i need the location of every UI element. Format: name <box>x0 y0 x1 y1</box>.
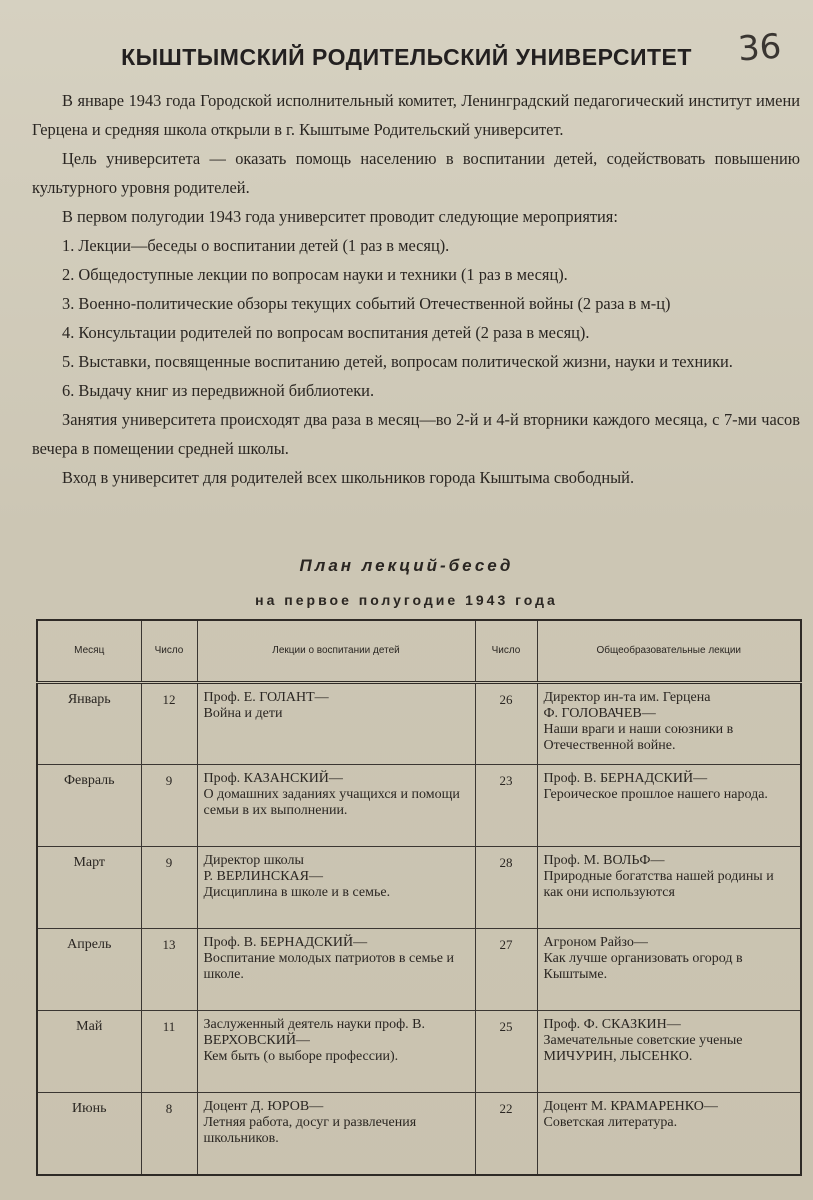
table-row <box>37 765 801 847</box>
lecture-cell: Проф. Е. ГОЛАНТ— Война и дети <box>197 683 475 765</box>
column-header-month: Месяц <box>37 620 141 683</box>
month-cell: Май <box>37 1011 141 1093</box>
list-item: 6. Выдачу книг из передвижной библиотеки. <box>62 381 375 400</box>
document-title: КЫШТЫМСКИЙ РОДИТЕЛЬСКИЙ УНИВЕРСИТЕТ <box>121 44 692 70</box>
table-header-row <box>37 620 801 683</box>
lecture-cell: Проф. Ф. СКАЗКИН— Замечательные советские ученые МИЧУРИН, ЛЫСЕНКО. <box>537 1011 801 1093</box>
lecture-cell: Заслуженный деятель науки проф. В. ВЕРХОВСКИЙ— Кем быть (о выборе профессии). <box>197 1011 475 1093</box>
table-row <box>37 1093 801 1175</box>
paragraph: Вход в университет для родителей всех школьников города Кыштыма свободный. <box>62 468 635 487</box>
column-header-date: Число <box>141 620 197 683</box>
list-item: 4. Консультации родителей по вопросам воспитания детей (2 раза в месяц). <box>62 323 590 342</box>
month-cell: Январь <box>37 683 141 765</box>
paragraph: Цель университета — оказать помощь населению в воспитании детей, содействовать повышению культурного уровня родителей. <box>32 149 800 197</box>
lecture-cell: Проф. М. ВОЛЬФ— Природные богатства нашей родины и как они используются <box>537 847 801 929</box>
date-cell: 27 <box>475 929 537 1011</box>
date-cell: 26 <box>475 683 537 765</box>
list-item: 2. Общедоступные лекции по вопросам науки и техники (1 раз в месяц). <box>62 265 568 284</box>
month-cell: Март <box>37 847 141 929</box>
body-text <box>32 86 800 492</box>
lecture-cell: Проф. КАЗАНСКИЙ— О домашних заданиях учащихся и помощи семьи в их выполнении. <box>197 765 475 847</box>
column-header-parenting-lectures: Лекции о воспитании детей <box>197 620 475 683</box>
paragraph: В январе 1943 года Городской исполнительный комитет, Ленинградский педагогический институт имени Герцена и средняя школа открыли в г. Кыштыме Родительский университет. <box>32 91 800 139</box>
lecture-cell: Доцент Д. ЮРОВ— Летняя работа, досуг и развлечения школьников. <box>197 1093 475 1175</box>
table-row <box>37 1011 801 1093</box>
month-cell: Июнь <box>37 1093 141 1175</box>
date-cell: 9 <box>141 847 197 929</box>
lecture-cell: Директор школы Р. ВЕРЛИНСКАЯ— Дисциплина в школе и в семье. <box>197 847 475 929</box>
plan-title: План лекций-бесед <box>299 556 514 575</box>
lecture-cell: Проф. В. БЕРНАДСКИЙ— Воспитание молодых патриотов в семье и школе. <box>197 929 475 1011</box>
date-cell: 11 <box>141 1011 197 1093</box>
list-item: 3. Военно-политические обзоры текущих событий Отечественной войны (2 раза в м-ц) <box>62 294 671 313</box>
lecture-cell: Проф. В. БЕРНАДСКИЙ— Героическое прошлое нашего народа. <box>537 765 801 847</box>
date-cell: 12 <box>141 683 197 765</box>
list-item: 1. Лекции—беседы о воспитании детей (1 раз в месяц). <box>62 236 450 255</box>
archive-number: 36 <box>736 26 783 70</box>
month-cell: Апрель <box>37 929 141 1011</box>
date-cell: 9 <box>141 765 197 847</box>
lecture-cell: Доцент М. КРАМАРЕНКО— Советская литература. <box>537 1093 801 1175</box>
table-row <box>37 847 801 929</box>
table-row <box>37 929 801 1011</box>
month-cell: Февраль <box>37 765 141 847</box>
lecture-plan-table <box>36 619 802 1176</box>
date-cell: 23 <box>475 765 537 847</box>
column-header-general-lectures: Общеобразовательные лекции <box>537 620 801 683</box>
paragraph: В первом полугодии 1943 года университет проводит следующие мероприятия: <box>62 207 618 226</box>
date-cell: 25 <box>475 1011 537 1093</box>
table-row <box>37 683 801 765</box>
lecture-cell: Директор ин-та им. Герцена Ф. ГОЛОВАЧЕВ— Наши враги и наши союзники в Отечественной войне. <box>537 683 801 765</box>
date-cell: 28 <box>475 847 537 929</box>
paragraph: Занятия университета происходят два раза в месяц—во 2-й и 4-й вторники каждого месяца, с 7-ми часов вечера в помещении средней школы. <box>32 410 800 458</box>
date-cell: 22 <box>475 1093 537 1175</box>
date-cell: 13 <box>141 929 197 1011</box>
column-header-date: Число <box>475 620 537 683</box>
plan-subtitle: на первое полугодие 1943 года <box>255 592 558 608</box>
date-cell: 8 <box>141 1093 197 1175</box>
lecture-cell: Агроном Райзо— Как лучше организовать огород в Кыштыме. <box>537 929 801 1011</box>
list-item: 5. Выставки, посвященные воспитанию детей, вопросам политической жизни, науки и техники. <box>62 352 733 371</box>
